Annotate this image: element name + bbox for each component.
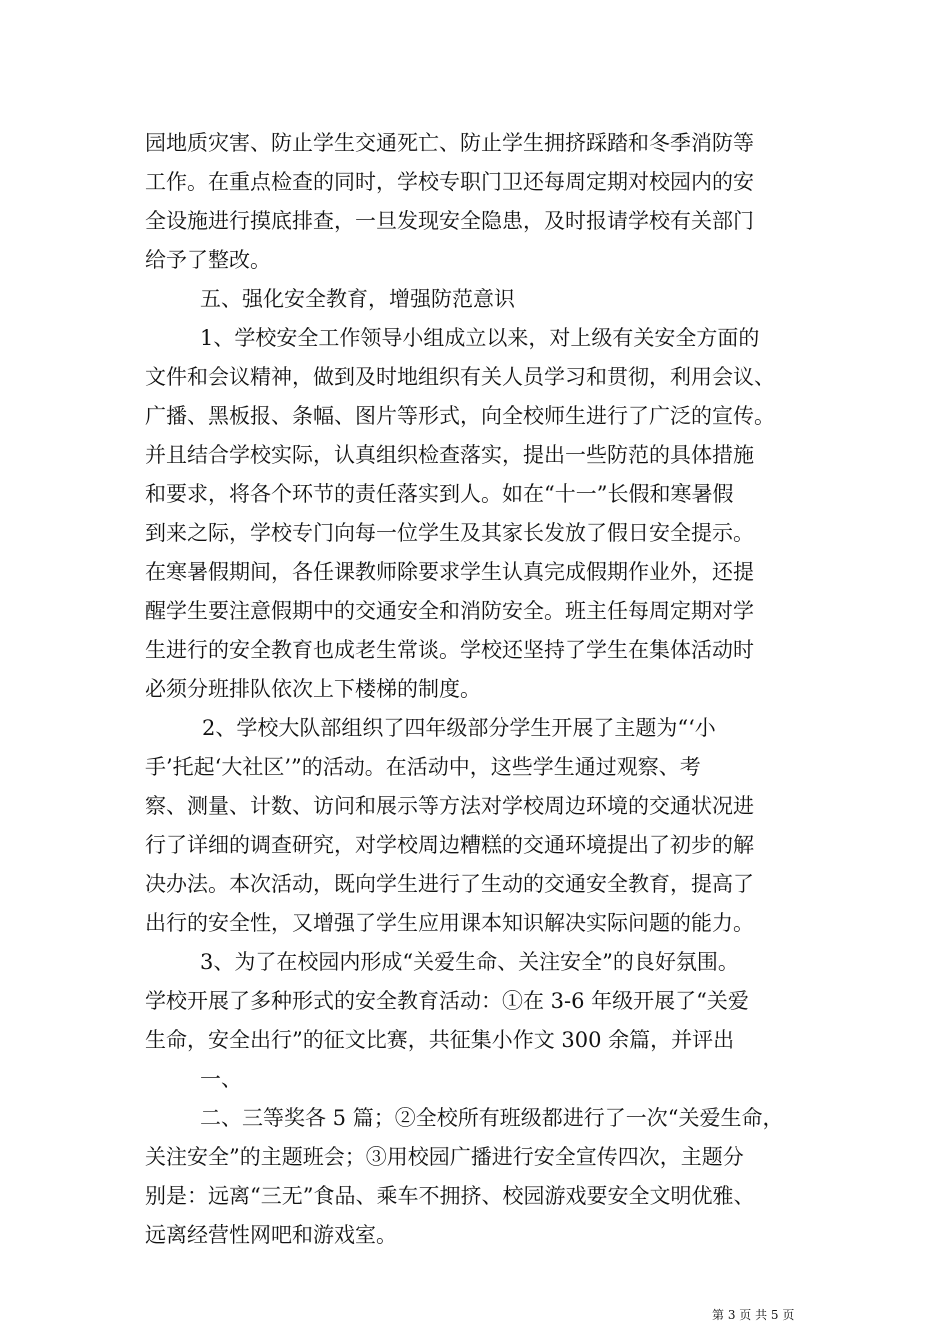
text-line: 行了详细的调查研究，对学校周边糟糕的交通环境提出了初步的解 (145, 833, 754, 857)
text-line: 在寒暑假期间，各任课教师除要求学生认真完成假期作业外，还提 (145, 560, 754, 584)
text-line: 一、 (200, 1067, 242, 1091)
text-line: 必须分班排队依次上下楼梯的制度。 (145, 677, 481, 701)
text-line: 全设施进行摸底排查，一旦发现安全隐患，及时报请学校有关部门 (145, 209, 754, 233)
text-line: 给予了整改。 (145, 248, 271, 272)
text-line: 广播、黑板报、条幅、图片等形式，向全校师生进行了广泛的宣传。 (145, 404, 775, 428)
text-line: 到来之际，学校专门向每一位学生及其家长发放了假日安全提示。 (145, 521, 754, 545)
text-line: 并且结合学校实际，认真组织检查落实，提出一些防范的具体措施 (145, 443, 754, 467)
text-line: 1、学校安全工作领导小组成立以来，对上级有关安全方面的 (200, 326, 760, 350)
text-line: 醒学生要注意假期中的交通安全和消防安全。班主任每周定期对学 (145, 599, 754, 623)
text-line: 决办法。本次活动，既向学生进行了生动的交通安全教育，提高了 (145, 872, 754, 896)
text-line: 工作。在重点检查的同时，学校专职门卫还每周定期对校园内的安 (145, 170, 754, 194)
text-line: 远离经营性网吧和游戏室。 (145, 1223, 397, 1247)
text-line: 生进行的安全教育也成老生常谈。学校还坚持了学生在集体活动时 (145, 638, 754, 662)
text-line: 文件和会议精神，做到及时地组织有关人员学习和贯彻，利用会议、 (145, 365, 775, 389)
text-line: 察、测量、计数、访问和展示等方法对学校周边环境的交通状况进 (145, 794, 754, 818)
text-line: 2、学校大队部组织了四年级部分学生开展了主题为“‘小 (202, 716, 716, 740)
text-line: 出行的安全性，又增强了学生应用课本知识解决实际问题的能力。 (145, 911, 754, 935)
text-line: 关注安全”的主题班会；③用校园广播进行安全宣传四次，主题分 (145, 1145, 744, 1169)
text-line: 和要求，将各个环节的责任落实到人。如在“十一”长假和寒暑假 (145, 482, 734, 506)
text-line: 学校开展了多种形式的安全教育活动：①在 3-6 年级开展了“关爱 (145, 989, 749, 1013)
text-line: 园地质灾害、防止学生交通死亡、防止学生拥挤踩踏和冬季消防等 (145, 131, 754, 155)
text-line: 别是：远离“三无”食品、乘车不拥挤、校园游戏要安全文明优雅、 (145, 1184, 755, 1208)
text-line: 3、为了在校园内形成“关爱生命、关注安全”的良好氛围。 (200, 950, 739, 974)
text-line: 手’托起‘大社区’”的活动。在活动中，这些学生通过观察、考 (145, 755, 701, 779)
text-line: 二、三等奖各 5 篇；②全校所有班级都进行了一次“关爱生命， (200, 1106, 784, 1130)
page-number: 第 3 页 共 5 页 (712, 1308, 795, 1322)
section-heading: 五、强化安全教育，增强防范意识 (200, 287, 515, 311)
text-line: 生命，安全出行”的征文比赛，共征集小作文 300 余篇，并评出 (145, 1028, 735, 1052)
